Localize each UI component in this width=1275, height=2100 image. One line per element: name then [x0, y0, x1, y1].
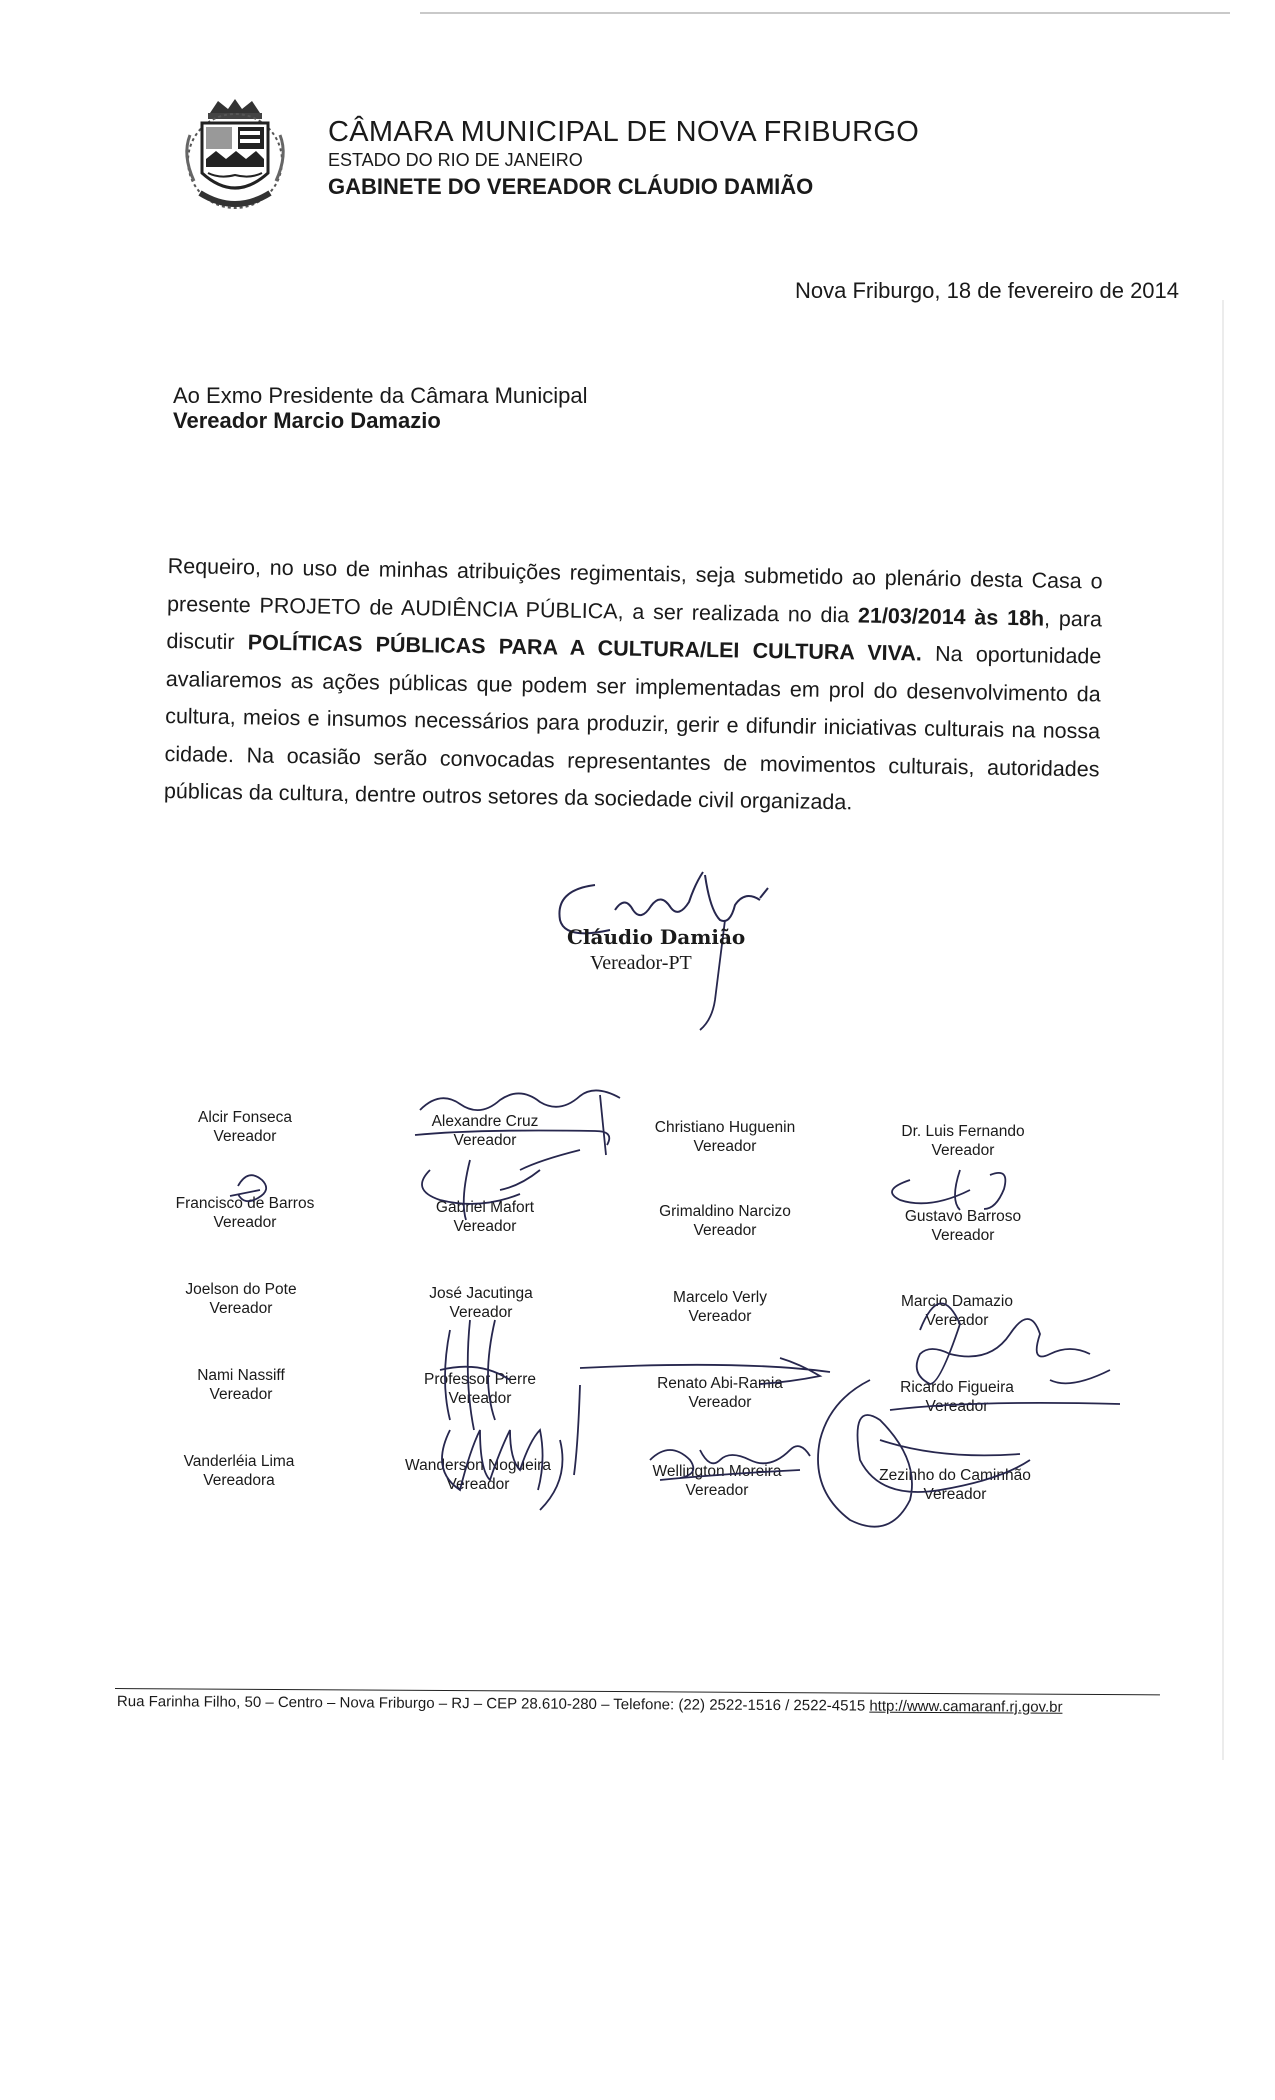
body-text: , para discutir [166, 606, 1103, 655]
cosigner-role: Vereador [213, 1128, 277, 1145]
cosigner-role: Vereador [209, 1300, 273, 1317]
cosigner-name: José Jacutinga [429, 1285, 533, 1302]
cosigner [622, 1462, 812, 1500]
footer [117, 1693, 1063, 1716]
cosigner-role: Vereador [931, 1227, 995, 1244]
body-text: Na oportunidade avaliaremos as ações públicas que podem ser implementadas em prol do desenvolvimento da cultura, meios e insumos necessários para produzir, gerir e difundir iniciativas culturais na nossa cidade. Na ocasião serão convocadas representantes de movimentos culturais, autoridades públicas da cultura, dentre outros setores da sociedade civil organizada. [163, 641, 1102, 815]
cosigner [390, 1112, 580, 1150]
cosigner [862, 1378, 1052, 1416]
request-body [164, 548, 1103, 826]
cosigner [150, 1194, 340, 1232]
cosigner-role: Vereador [688, 1308, 752, 1325]
cosigner [150, 1108, 340, 1146]
cosigner-role: Vereador [931, 1142, 995, 1159]
cosigner [625, 1288, 815, 1326]
signer-name: Cláudio Damião [567, 925, 746, 949]
scan-edge-line [420, 12, 1230, 14]
cosigner-role: Vereador [213, 1214, 277, 1231]
cosigner-name: Wanderson Nogueira [405, 1457, 551, 1474]
cosigner [385, 1370, 575, 1408]
municipal-crest-icon [180, 95, 290, 215]
cosigner-role: Vereador [693, 1138, 757, 1155]
cosigner-name: Marcelo Verly [673, 1289, 767, 1306]
cosigner-name: Renato Abi-Ramia [657, 1375, 783, 1392]
cosigner [390, 1198, 580, 1236]
cosigner-role: Vereador [685, 1482, 749, 1499]
cosigner-role: Vereador [925, 1312, 989, 1329]
cosigner-role: Vereador [453, 1218, 517, 1235]
hearing-date: 21/03/2014 às 18h [857, 602, 1045, 631]
cosigner [383, 1456, 573, 1494]
cosigner [625, 1374, 815, 1412]
cosigner-role: Vereador [693, 1222, 757, 1239]
addressee-name: Vereador Marcio Damazio [173, 408, 441, 433]
body-text: Requeiro, no uso de minhas atribuições regimentais, seja submetido ao plenário desta Casa o presente PROJETO de AUDIÊNCIA PÚBLICA, a ser realizada no dia [166, 553, 1103, 627]
footer-website-link[interactable]: http://www.camaranf.rj.gov.br [869, 1697, 1063, 1716]
cosigner [860, 1466, 1050, 1504]
cosigner-name: Wellington Moreira [652, 1463, 782, 1480]
footer-address: Rua Farinha Filho, 50 – Centro – Nova Friburgo – RJ – CEP 28.610-280 – Telefone: (22) 2522-1516 / 2522-4515 [116, 1693, 870, 1715]
cosigner-name: Gabriel Mafort [435, 1199, 535, 1216]
cosigner [146, 1366, 336, 1404]
cosigner-name: Gustavo Barroso [904, 1208, 1022, 1225]
cosigner-role: Vereador [449, 1304, 513, 1321]
cosigner [630, 1202, 820, 1240]
document-date: Nova Friburgo, 18 de fevereiro de 2014 [795, 278, 1180, 303]
cosigner-role: Vereadora [203, 1472, 275, 1489]
cosigner-name: Alcir Fonseca [198, 1109, 292, 1126]
cosigner [862, 1292, 1052, 1330]
cosigner [868, 1122, 1058, 1160]
state-name: ESTADO DO RIO DE JANEIRO [328, 150, 583, 170]
cosigner-name: Joelson do Pote [185, 1281, 297, 1298]
cosigner-role: Vereador [448, 1390, 512, 1407]
scan-edge-line [1222, 300, 1224, 1760]
hearing-topic: POLÍTICAS PÚBLICAS PARA A CULTURA/LEI CULTURA VIVA. [247, 630, 923, 666]
office-name: GABINETE DO VEREADOR CLÁUDIO DAMIÃO [328, 174, 814, 199]
chamber-title: CÂMARA MUNICIPAL DE NOVA FRIBURGO [328, 116, 920, 148]
cosigner [386, 1284, 576, 1322]
cosigner-role: Vereador [209, 1386, 273, 1403]
cosigner-name: Marcio Damazio [901, 1293, 1013, 1310]
cosigner-name: Ricardo Figueira [900, 1379, 1014, 1396]
cosigner-role: Vereador [688, 1394, 752, 1411]
cosigner-name: Francisco de Barros [175, 1195, 315, 1212]
cosigner [146, 1280, 336, 1318]
cosigner-name: Nami Nassiff [197, 1367, 285, 1384]
cosigner-name: Christiano Huguenin [654, 1119, 796, 1136]
cosigner-role: Vereador [453, 1132, 517, 1149]
cosigner [144, 1452, 334, 1490]
cosigner-role: Vereador [446, 1476, 510, 1493]
addressee-line: Ao Exmo Presidente da Câmara Municipal [173, 383, 588, 408]
cosigner-name: Professor Pierre [424, 1371, 536, 1388]
cosigner-role: Vereador [923, 1486, 987, 1503]
cosigner-name: Dr. Luis Fernando [901, 1123, 1025, 1140]
cosigner [630, 1118, 820, 1156]
signer-role: Vereador-PT [590, 952, 692, 974]
cosigner-name: Zezinho do Caminhão [879, 1467, 1031, 1484]
cosigner-role: Vereador [925, 1398, 989, 1415]
cosigner-name: Alexandre Cruz [431, 1113, 539, 1130]
cosigner [868, 1207, 1058, 1245]
cosigner-name: Grimaldino Narcizo [659, 1203, 791, 1220]
cosigner-name: Vanderléia Lima [183, 1453, 295, 1470]
